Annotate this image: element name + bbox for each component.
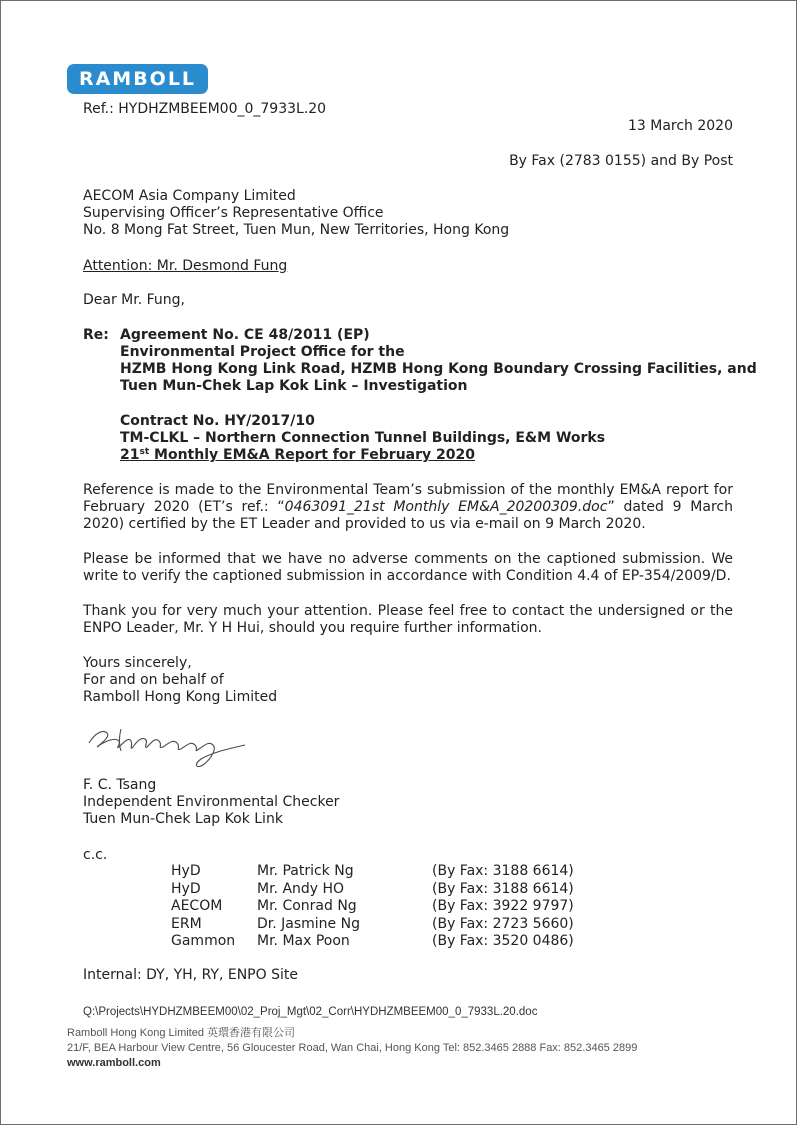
et-reference-file: 0463091_21st Monthly EM&A_20200309.doc bbox=[284, 499, 608, 515]
re-line: Agreement No. CE 48/2011 (EP) bbox=[120, 327, 370, 343]
cc-org: ERM bbox=[171, 915, 202, 932]
re-line: HZMB Hong Kong Link Road, HZMB Hong Kong Boundary Crossing Facilities, and bbox=[120, 361, 757, 377]
signatory-block bbox=[83, 777, 339, 828]
cc-org: AECOM bbox=[171, 898, 223, 914]
paragraph-no-comments: Please be informed that we have no adverse comments on the captioned submission. We write to verify the captioned submission in accordance with Condition 4.4 of EP-354/2009/D. bbox=[83, 551, 733, 584]
cc-label: c.c. bbox=[83, 847, 108, 863]
address-line: Supervising Officer’s Representative Office bbox=[83, 205, 384, 221]
letter-date: 13 March 2020 bbox=[627, 118, 733, 134]
re-label: Re: bbox=[83, 327, 109, 343]
report-number: 21 bbox=[120, 447, 140, 463]
table-row bbox=[171, 898, 574, 916]
footer-company: Ramboll Hong Kong Limited 英環香港有限公司 bbox=[67, 1027, 296, 1039]
para1-text: Reference is made to the Environmental Team’s submission of the monthly EM&A report for February 2020 (ET’s ref.: “ bbox=[83, 482, 733, 515]
address-line: AECOM Asia Company Limited bbox=[83, 188, 296, 204]
re-line: Tuen Mun-Chek Lap Kok Link – Investigation bbox=[120, 378, 468, 394]
table-row bbox=[171, 933, 574, 951]
contract-line: TM-CLKL – Northern Connection Tunnel Buildings, E&M Works bbox=[120, 430, 606, 446]
file-path: Q:\Projects\HYDHZMBEEM00\02_Proj_Mgt\02_Corr\HYDHZMBEEM00_0_7933L.20.doc bbox=[83, 1006, 538, 1018]
report-ordinal: st bbox=[139, 447, 150, 457]
closing-line: Ramboll Hong Kong Limited bbox=[83, 689, 278, 705]
cc-table bbox=[171, 863, 574, 951]
signatory-project: Tuen Mun-Chek Lap Kok Link bbox=[83, 811, 283, 827]
cc-org: Gammon bbox=[171, 933, 236, 949]
cc-org: HyD bbox=[171, 880, 201, 897]
signatory-name: F. C. Tsang bbox=[83, 777, 157, 793]
cc-name: Mr. Andy HO bbox=[257, 880, 345, 897]
cc-fax: (By Fax: 3922 9797) bbox=[432, 898, 574, 914]
cc-fax: (By Fax: 3520 0486) bbox=[432, 933, 574, 949]
cc-name: Mr. Patrick Ng bbox=[257, 863, 354, 879]
ramboll-logo: RAMBOLL bbox=[67, 64, 208, 94]
footer-website: www.ramboll.com bbox=[67, 1057, 161, 1069]
cc-fax: (By Fax: 3188 6614) bbox=[432, 880, 574, 897]
contract-block bbox=[120, 413, 605, 464]
cc-org: HyD bbox=[171, 863, 201, 879]
cc-name: Dr. Jasmine Ng bbox=[257, 915, 360, 932]
cc-name: Mr. Max Poon bbox=[257, 933, 350, 949]
closing-line: For and on behalf of bbox=[83, 672, 224, 688]
closing-line: Yours sincerely, bbox=[83, 655, 192, 671]
recipient-address bbox=[83, 188, 509, 239]
cc-name: Mr. Conrad Ng bbox=[257, 898, 357, 914]
report-title bbox=[120, 447, 605, 464]
closing-block bbox=[83, 655, 277, 706]
report-title-text: Monthly EM&A Report for February 2020 bbox=[149, 447, 475, 463]
contract-line: Contract No. HY/2017/10 bbox=[120, 413, 315, 429]
handwritten-signature bbox=[85, 719, 255, 771]
internal-distribution: Internal: DY, YH, RY, ENPO Site bbox=[83, 967, 298, 983]
salutation: Dear Mr. Fung, bbox=[83, 292, 185, 308]
re-line: Environmental Project Office for the bbox=[120, 344, 405, 360]
para1-text-end: ” dated 9 March 2020) certified by the ET Leader and provided to us via e-mail on 9 March 2020. bbox=[83, 499, 733, 532]
paragraph-reference bbox=[83, 482, 733, 533]
table-row bbox=[171, 881, 574, 899]
paragraph-thanks: Thank you for very much your attention. Please feel free to contact the undersigned or the ENPO Leader, Mr. Y H Hui, should you require further information. bbox=[83, 603, 733, 636]
reference-number: Ref.: HYDHZMBEEM00_0_7933L.20 bbox=[83, 101, 327, 117]
footer-address: 21/F, BEA Harbour View Centre, 56 Gloucester Road, Wan Chai, Hong Kong Tel: 852.3465 2888 Fax: 852.3465 2899 bbox=[67, 1042, 638, 1054]
attention-line: Attention: Mr. Desmond Fung bbox=[83, 258, 288, 274]
table-row bbox=[171, 863, 574, 881]
cc-fax: (By Fax: 3188 6614) bbox=[432, 863, 574, 879]
table-row bbox=[171, 916, 574, 934]
re-subject bbox=[120, 327, 757, 395]
cc-fax: (By Fax: 2723 5660) bbox=[432, 915, 574, 932]
address-line: No. 8 Mong Fat Street, Tuen Mun, New Territories, Hong Kong bbox=[83, 222, 510, 238]
signatory-title: Independent Environmental Checker bbox=[83, 794, 340, 810]
delivery-method: By Fax (2783 0155) and By Post bbox=[509, 153, 733, 169]
